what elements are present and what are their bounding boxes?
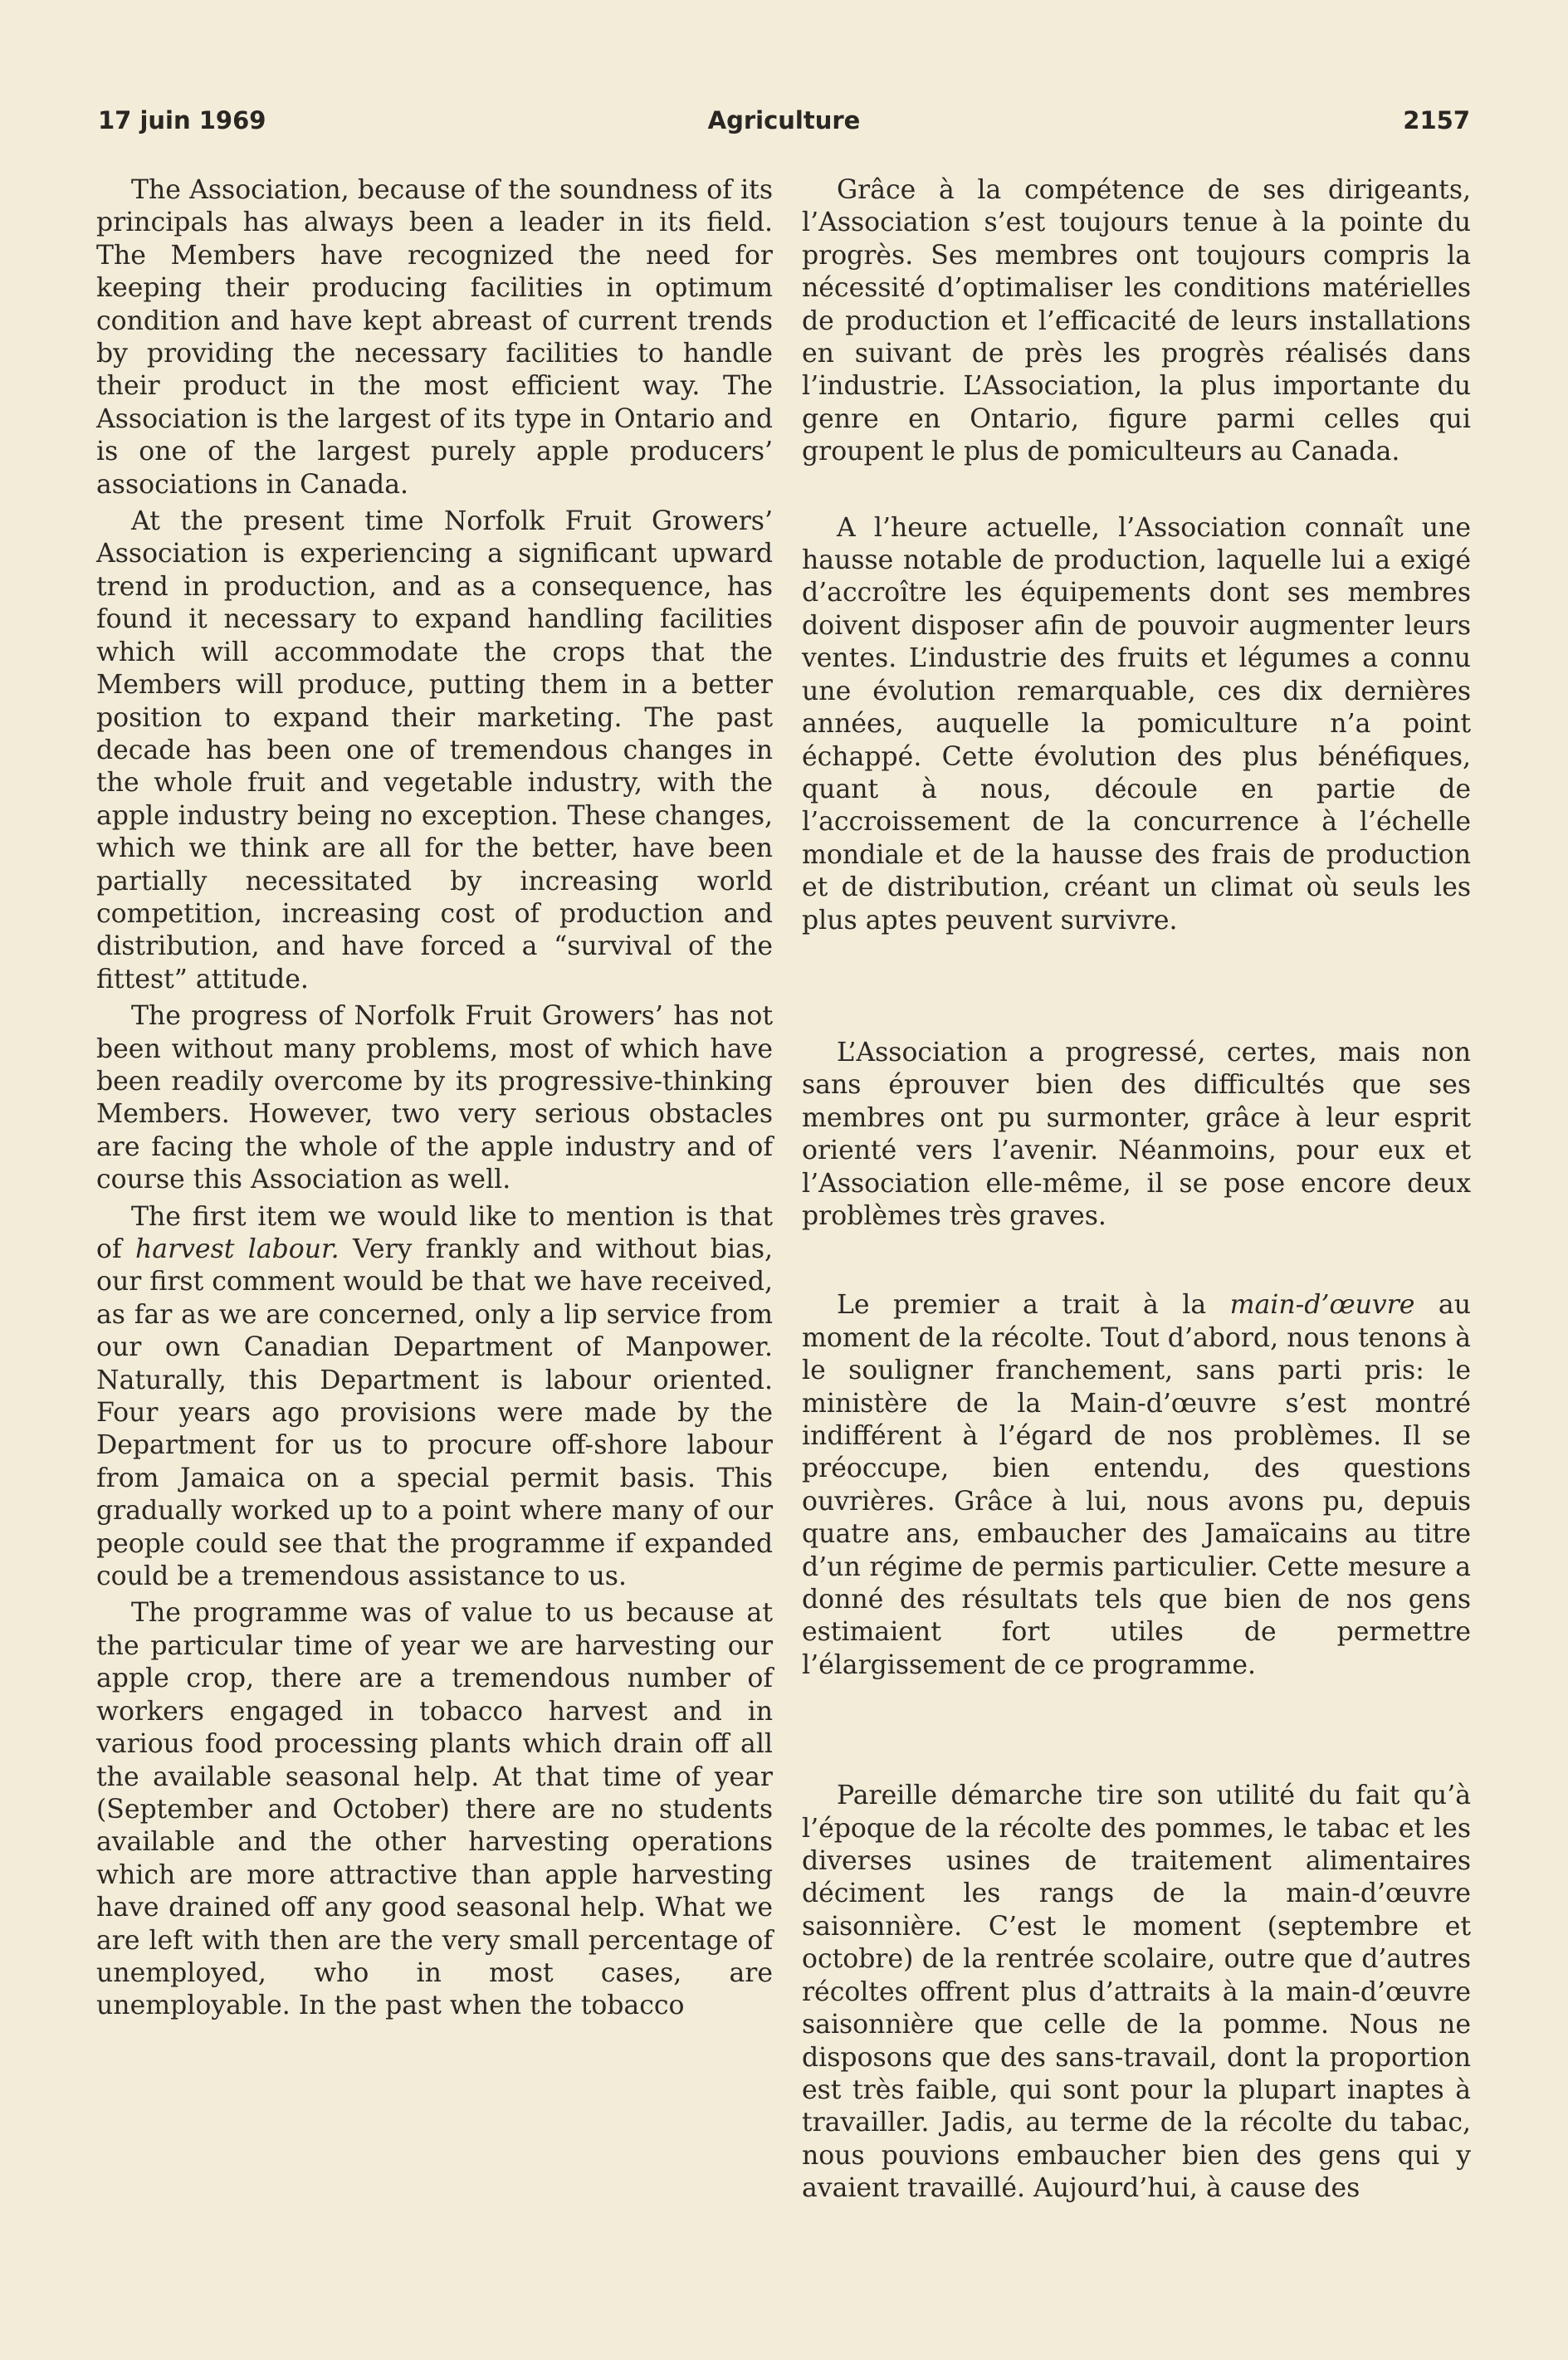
text-run: au moment de la récolte. Tout d’abord, nous tenons à le souligner franchement, sans parti pris: le ministère de la Main-d’œuvre s’est montré indifférent à l’égard de nos problèmes. Il se préoccupe, bien entendu, des questions ouvrières. Grâce à lui, nous avons pu, depuis quatre ans, embaucher des Jamaïcains au titre d’un régime de permis particulier. Cette mesure a donné des résultats tels que bien de nos gens estimaient fort utiles de permettre l’élargissement de ce programme. bbox=[802, 1290, 1471, 1680]
paragraph: The programme was of value to us because at the particular time of year we are harvesting our apple crop, there are a tremendous number of workers engaged in tobacco harvest and in various food processing plants which drain off all the available seasonal help. At that time of year (September and October) there are no students available and the other harvesting operations which are more attractive than apple harvesting have drained off any good seasonal help. What we are left with then are the very small percentage of unemployed, who in most cases, are unemployable. In the past when the tobacco bbox=[96, 1598, 773, 2021]
text-run: Le premier a trait à la bbox=[837, 1290, 1230, 1321]
paragraph: Grâce à la compétence de ses dirigeants, l’Association s’est toujours tenue à la pointe du progrès. Ses membres ont toujours compris la nécessité d’optimaliser les conditions matérielles de production et l’efficacité de leurs installations en suivant de près les progrès réalisés dans l’industrie. L’Association, la plus importante du genre en Ontario, figure parmi celles qui groupent le plus de pomiculteurs au Canada. bbox=[802, 175, 1471, 467]
english-column bbox=[96, 174, 773, 2023]
header-section-title: Agriculture bbox=[707, 106, 861, 134]
emphasis-text: harvest labour. bbox=[135, 1234, 339, 1264]
text-run: The first item we would like to mention is that of bbox=[96, 1201, 773, 1264]
french-column bbox=[802, 174, 1471, 2206]
paragraph: L’Association a progressé, certes, mais non sans éprouver bien des difficultés que ses membres ont pu surmonter, grâce à leur esprit orienté vers l’avenir. Néanmoins, pour eux et l’Association elle-même, il se pose encore deux problèmes très graves. bbox=[802, 1037, 1471, 1231]
paragraph: Pareille démarche tire son utilité du fait qu’à l’époque de la récolte des pommes, le tabac et les diverses usines de traitement alimentaires déciment les rangs de la main-d’œuvre saisonnière. C’est le moment (septembre et octobre) de la rentrée scolaire, outre que d’autres récoltes offrent plus d’attraits à la main-d’œuvre saisonnière que celle de la pomme. Nous ne disposons que des sans-travail, dont la proportion est très faible, qui sont pour la plupart inaptes à travailler. Jadis, au terme de la récolte du tabac, nous pouvions embaucher bien des gens qui y avaient travaillé. Aujourd’hui, à cause des bbox=[802, 1781, 1471, 2204]
paragraph: A l’heure actuelle, l’Association connaît une hausse notable de production, laquelle lui a exigé d’accroître les équipements dont ses membres doivent disposer afin de pouvoir augmenter leurs ventes. L’industrie des fruits et légumes a connu une évolution remarquable, ces dix dernières années, auquelle la pomiculture n’a point échappé. Cette évolution des plus bénéfiques, quant à nous, découle en partie de l’accroissement de la concurrence à l’échelle mondiale et de la hausse des frais de production et de distribution, créant un climat où seuls les plus aptes peuvent survivre. bbox=[802, 512, 1471, 936]
page-number: 2157 bbox=[1403, 106, 1470, 134]
paragraph: The Association, because of the soundness of its principals has always been a leader in its field. The Members have recognized the need for keeping their producing facilities in optimum condition and have kept abreast of current trends by providing the necessary facilities to handle their product in the most efficient way. The Association is the largest of its type in Ontario and is one of the largest purely apple producers’ associations in Canada. bbox=[96, 175, 773, 500]
paragraph: The progress of Norfolk Fruit Growers’ has not been without many problems, most of which have been readily overcome by its progressive-thinking Members. However, two very serious obstacles are facing the whole of the apple industry and of course this Association as well. bbox=[96, 1001, 773, 1195]
paragraph bbox=[802, 1289, 1471, 1682]
header-date: 17 juin 1969 bbox=[98, 106, 266, 134]
paragraph bbox=[96, 1201, 773, 1594]
paragraph: At the present time Norfolk Fruit Growers’ Association is experiencing a significant upward trend in production, and as a consequence, has found it necessary to expand handling facilities which will accommodate the crops that the Members will produce, putting them in a better position to expand their marketing. The past decade has been one of tremendous changes in the whole fruit and vegetable industry, with the apple industry being no exception. These changes, which we think are all for the better, have been partially necessitated by increasing world competition, increasing cost of production and distribution, and have forced a “survival of the fittest” attitude. bbox=[96, 506, 773, 994]
emphasis-text: main-d’œuvre bbox=[1229, 1290, 1415, 1321]
text-run: Very frankly and without bias, our first comment would be that we have received, as far as we are concerned, only a lip service from our own Canadian Department of Manpower. Naturally, this Department is labour oriented. Four years ago provisions were made by the Department for us to procure off-shore labour from Jamaica on a special permit basis. This gradually worked up to a point where many of our people could see that the programme if expanded could be a tremendous assistance to us. bbox=[96, 1234, 774, 1592]
